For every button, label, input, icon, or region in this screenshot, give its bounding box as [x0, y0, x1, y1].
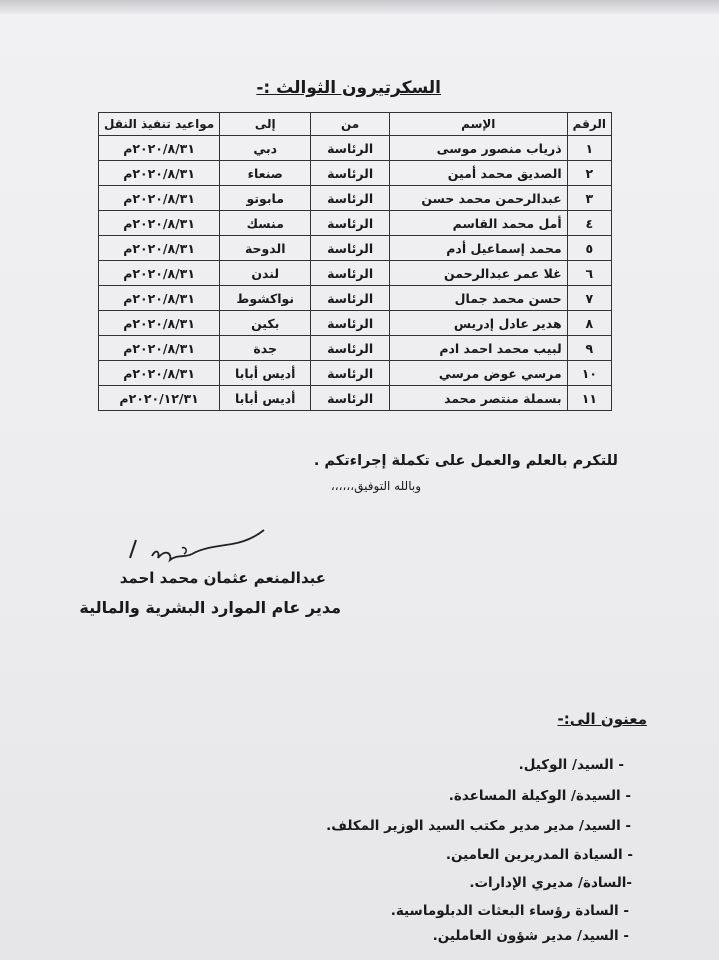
- page-edge-shadow: [0, 0, 719, 14]
- cc-item: -السادة/ مديري الإدارات.: [469, 875, 632, 891]
- cell-name: أمل محمد القاسم: [389, 211, 567, 236]
- header-num: الرقم: [567, 113, 611, 136]
- cell-date: ٢٠٢٠/٨/٣١م: [99, 361, 220, 386]
- cell-to: نواكشوط: [220, 286, 311, 311]
- cell-to: أديس أبابا: [220, 386, 311, 411]
- cell-name: محمد إسماعيل أدم: [389, 236, 567, 261]
- cell-to: جدة: [220, 336, 311, 361]
- cell-from: الرئاسة: [311, 161, 390, 186]
- table-row: [99, 361, 612, 386]
- cell-num: ٨: [567, 311, 611, 336]
- handwritten-signature: [122, 518, 272, 568]
- section-heading: السكرتيرون الثوالث :-: [256, 78, 441, 98]
- cell-from: الرئاسة: [311, 336, 390, 361]
- cell-date: ٢٠٢٠/٨/٣١م: [99, 311, 220, 336]
- cell-date: ٢٠٢٠/٨/٣١م: [99, 136, 220, 161]
- cell-num: ٣: [567, 186, 611, 211]
- cc-item: - السيد/ مدير شؤون العاملين.: [432, 928, 629, 944]
- cell-from: الرئاسة: [311, 286, 390, 311]
- cell-date: ٢٠٢٠/٨/٣١م: [99, 336, 220, 361]
- table-row: [99, 386, 612, 411]
- table-row: [99, 211, 612, 236]
- cell-num: ٢: [567, 161, 611, 186]
- table-row: [99, 161, 612, 186]
- cell-name: حسن محمد جمال: [389, 286, 567, 311]
- cell-to: صنعاء: [220, 161, 311, 186]
- cc-item: - السيدة/ الوكيلة المساعدة.: [448, 788, 631, 804]
- cell-from: الرئاسة: [311, 261, 390, 286]
- table-row: [99, 186, 612, 211]
- header-name: الإسم: [389, 113, 567, 136]
- table-row: [99, 136, 612, 161]
- cell-name: الصديق محمد أمين: [389, 161, 567, 186]
- header-date: مواعيد تنفيذ النقل: [99, 113, 220, 136]
- cell-from: الرئاسة: [311, 211, 390, 236]
- cell-date: ٢٠٢٠/١٢/٣١م: [99, 386, 220, 411]
- cell-from: الرئاسة: [311, 136, 390, 161]
- cell-name: مرسي عوض مرسي: [389, 361, 567, 386]
- cc-item: - السادة رؤساء البعثات الدبلوماسية.: [390, 903, 629, 919]
- cell-num: ٦: [567, 261, 611, 286]
- cell-date: ٢٠٢٠/٨/٣١م: [99, 211, 220, 236]
- cc-heading: معنون الى:-: [557, 710, 647, 728]
- table-header-row: [99, 113, 612, 136]
- signer-title: مدير عام الموارد البشرية والمالية: [79, 598, 341, 617]
- cell-num: ٤: [567, 211, 611, 236]
- table-row: [99, 261, 612, 286]
- cell-to: دبي: [220, 136, 311, 161]
- cc-item: - السيد/ مدير مدير مكتب السيد الوزير المكلف.: [326, 818, 631, 834]
- cell-to: الدوحة: [220, 236, 311, 261]
- table-row: [99, 236, 612, 261]
- cell-name: عبدالرحمن محمد حسن: [389, 186, 567, 211]
- cell-name: غلا عمر عبدالرحمن: [389, 261, 567, 286]
- cell-from: الرئاسة: [311, 361, 390, 386]
- cell-name: ذرياب منصور موسى: [389, 136, 567, 161]
- transfer-table: [98, 112, 612, 411]
- cell-num: ٧: [567, 286, 611, 311]
- cell-from: الرئاسة: [311, 186, 390, 211]
- table-row: [99, 311, 612, 336]
- cell-date: ٢٠٢٠/٨/٣١م: [99, 236, 220, 261]
- cell-from: الرئاسة: [311, 386, 390, 411]
- cell-to: بكين: [220, 311, 311, 336]
- cell-date: ٢٠٢٠/٨/٣١م: [99, 286, 220, 311]
- cc-item: - السيادة المدريرين العامين.: [445, 847, 633, 863]
- cell-name: بسملة منتصر محمد: [389, 386, 567, 411]
- cell-to: مابوتو: [220, 186, 311, 211]
- cell-num: ٥: [567, 236, 611, 261]
- table-row: [99, 336, 612, 361]
- cell-to: أديس أبابا: [220, 361, 311, 386]
- cell-from: الرئاسة: [311, 236, 390, 261]
- cell-date: ٢٠٢٠/٨/٣١م: [99, 161, 220, 186]
- cell-num: ١١: [567, 386, 611, 411]
- cell-name: هدير عادل إدريس: [389, 311, 567, 336]
- table-row: [99, 286, 612, 311]
- closing-note: للتكرم بالعلم والعمل على تكملة إجراءتكم .: [313, 453, 618, 469]
- cell-num: ١: [567, 136, 611, 161]
- cell-date: ٢٠٢٠/٨/٣١م: [99, 261, 220, 286]
- cell-from: الرئاسة: [311, 311, 390, 336]
- closing-regards: وبالله التوفيق،،،،،،: [330, 479, 421, 493]
- cc-item: - السيد/ الوكيل.: [518, 757, 624, 773]
- header-to: إلى: [220, 113, 311, 136]
- cell-num: ٩: [567, 336, 611, 361]
- cell-to: لندن: [220, 261, 311, 286]
- cell-name: لبيب محمد احمد ادم: [389, 336, 567, 361]
- cell-to: منسك: [220, 211, 311, 236]
- cell-date: ٢٠٢٠/٨/٣١م: [99, 186, 220, 211]
- header-from: من: [311, 113, 390, 136]
- cell-num: ١٠: [567, 361, 611, 386]
- signer-name: عبدالمنعم عثمان محمد احمد: [119, 569, 326, 587]
